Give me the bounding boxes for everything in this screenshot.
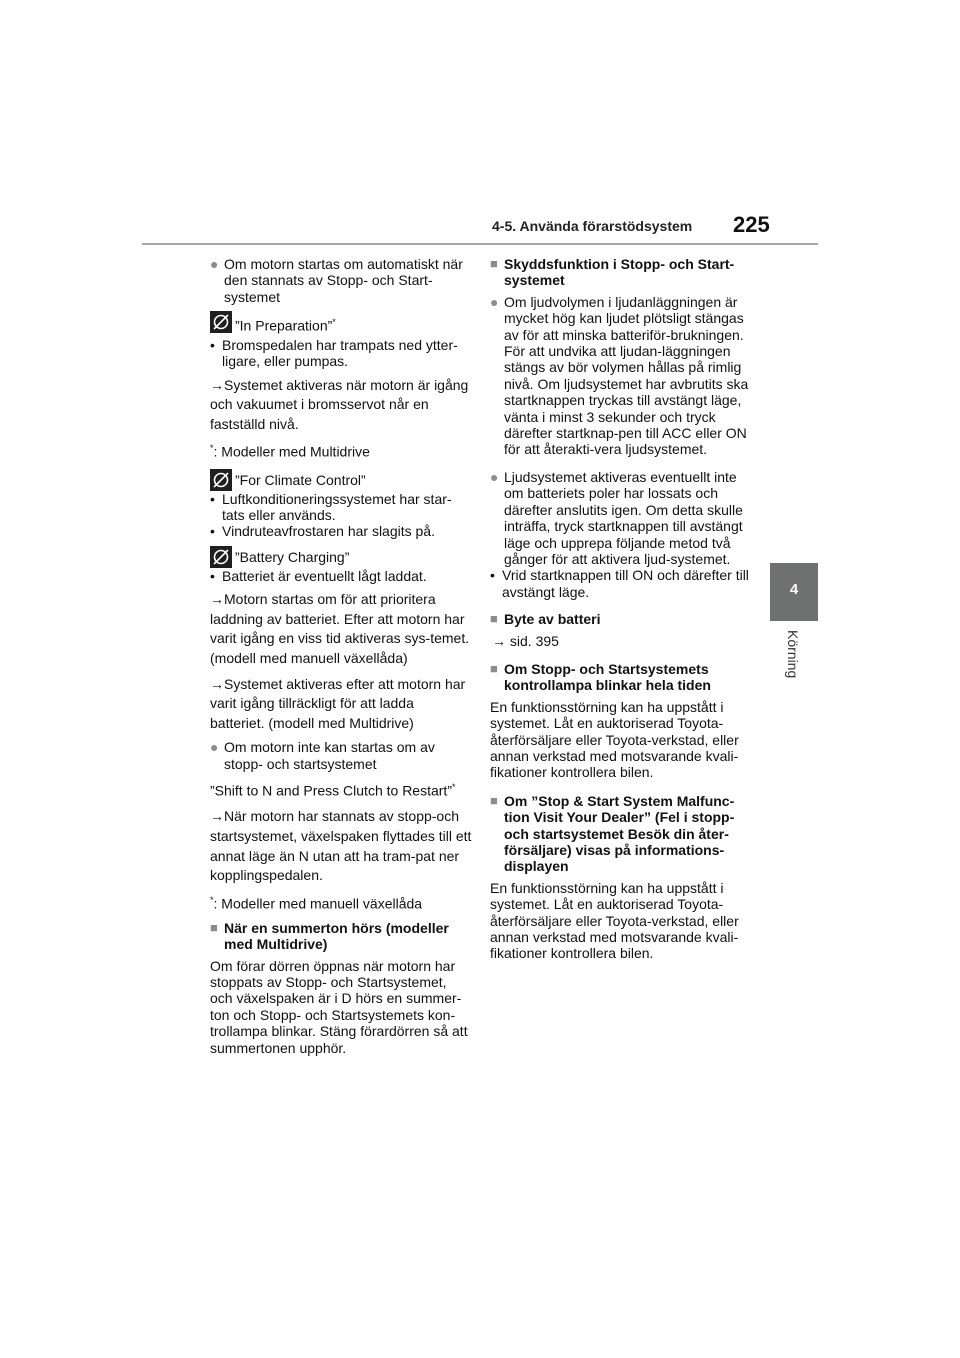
square-bullet-icon: ■	[490, 256, 498, 271]
bullet-dot: •	[210, 490, 215, 507]
indicator-section-heading	[490, 661, 752, 694]
bullet-dot: •	[210, 523, 215, 540]
footnote-text: : Modeller med Multidrive	[213, 444, 370, 461]
section-heading: Om ”Stop & Start System Malfunc-tion Visit Your Dealer” (Fel i stopp-och startsystemet Besök din åter-försäljare) visas på informations-displayen	[504, 792, 735, 875]
chapter-number: 4	[789, 581, 799, 598]
list-item-text: Vrid startknappen till ON och därefter till avstängt läge.	[502, 567, 749, 600]
malfunction-section-heading	[490, 793, 752, 875]
header-divider	[142, 243, 818, 245]
paragraph: Ljudsystemet aktiveras eventuellt inte om batteriets poler har lossats och därefter anslutits igen. Om detta skulle inträffa, tryck startknappen till avstängt läge och upprepa följande metod två gånger för att aktivera ljud-systemet.	[504, 468, 743, 567]
paragraph: Om ljudvolymen i ljudanläggningen är mycket hög kan ljudet plötsligt stängas av för att minska batteriför-brukningen. För att undvika att ljudan-läggningen stängs av bör volymen hållas på rimlig nivå. Om ljudsystemet har avbrutits ska startknappen tryckas till avstängt läge, vänta i minst 3 sekunder och tryck därefter startknap-pen till ACC eller ON för att återakti-vera ljudsystemet.	[504, 293, 749, 458]
restart-fail-title: Om motorn inte kan startas om av stopp- och startsystemet	[224, 739, 435, 772]
section-heading: När en summerton hörs (modeller med Multidrive)	[224, 919, 449, 953]
circle-bullet-icon: ●	[210, 739, 219, 756]
circle-bullet-icon: ●	[490, 293, 499, 310]
chapter-label: Körning	[785, 630, 801, 679]
footnote	[210, 440, 472, 460]
page-number: 225	[733, 212, 770, 237]
buzzer-section-heading	[210, 920, 472, 953]
circle-bullet-icon: ●	[490, 468, 499, 485]
message-climate-control	[210, 469, 472, 491]
restart-info	[210, 256, 472, 305]
list-item	[210, 568, 472, 584]
page-reference-link[interactable]: → sid. 395	[492, 632, 559, 649]
section-body: En funktionsstörning kan ha uppstått i systemet. Låt en auktoriserad Toyota-återförsäljare eller Toyota-verkstad, eller annan verkstad med motsvarande kvali-fikationer kontrollera bilen.	[490, 879, 739, 962]
left-column	[210, 256, 472, 1062]
list-item	[210, 523, 472, 539]
footnote-text: : Modeller med manuell växellåda	[213, 895, 423, 912]
list-item-text: Luftkonditioneringssystemet har star-tats eller används.	[222, 490, 452, 523]
protection-item	[490, 469, 752, 567]
section-body: Om förar dörren öppnas när motorn har stoppats av Stopp- och Startsystemet, och växelspaken är i D hörs en summer-ton och Stopp- och Startsystemets kon-trollampa blinkar. Stäng förardörren så att summertonen upphör.	[210, 957, 468, 1056]
list-item-text: Batteriet är eventuellt lågt laddat.	[222, 567, 427, 584]
list-item	[210, 491, 472, 524]
footnote	[210, 892, 472, 912]
message-label: ”Shift to N and Press Clutch to Restart”	[210, 782, 452, 799]
result-text: →Motorn startas om för att prioritera laddning av batteriet. Efter att motorn har varit igång en viss tid aktiveras sys-temet. (modell med manuell växellåda)	[210, 591, 470, 666]
restart-fail-info	[210, 739, 472, 772]
square-bullet-icon: ■	[490, 611, 498, 627]
result-text: →Systemet aktiveras när motorn är igång och vakuumet i bromsservot når en fastställd nivå.	[210, 376, 469, 432]
message-label: ”Battery Charging”	[235, 548, 350, 565]
square-bullet-icon: ■	[490, 792, 498, 808]
footnote-mark: *	[210, 443, 214, 454]
list-item	[210, 337, 472, 370]
circle-bullet-icon: ●	[210, 256, 219, 272]
protection-item	[490, 294, 752, 458]
list-item-text: Bromspedalen har trampats ned ytter-ligare, eller pumpas.	[222, 336, 458, 370]
footnote-mark: *	[332, 317, 336, 328]
result-text: →När motorn har stannats av stopp-och startsystemet, växelspaken flyttades till ett annat läge än N utan att ha tram-pat ner kopplingspedalen.	[210, 808, 472, 884]
bullet-dot: •	[210, 336, 215, 353]
stop-start-indicator-icon	[210, 469, 232, 491]
stop-start-indicator-icon	[210, 546, 232, 568]
message-shift-to-n	[210, 778, 472, 801]
section-heading: Byte av batteri	[504, 611, 601, 628]
section-title: 4-5. Använda förarstödsystem	[492, 218, 693, 234]
restart-title: Om motorn startas om automatiskt när den stannats av Stopp- och Start-systemet	[224, 256, 463, 305]
bullet-dot: •	[210, 567, 215, 584]
stop-start-indicator-icon	[210, 311, 232, 333]
message-label: ”In Preparation”	[235, 317, 333, 334]
bullet-dot: •	[490, 567, 495, 584]
battery-section-heading	[490, 611, 752, 627]
section-heading: Skyddsfunktion i Stopp- och Start-systemet	[504, 256, 735, 289]
square-bullet-icon: ■	[490, 660, 498, 676]
section-heading: Om Stopp- och Startsystemets kontrollampa blinkar hela tiden	[504, 660, 711, 694]
right-column	[490, 256, 752, 968]
list-item-text: Vindruteavfrostaren har slagits på.	[222, 523, 435, 540]
protection-section-heading	[490, 256, 752, 289]
square-bullet-icon: ■	[210, 919, 218, 935]
list-item	[490, 567, 752, 600]
footnote-mark: *	[451, 782, 456, 793]
message-in-preparation	[210, 311, 472, 337]
footnote-mark: *	[210, 894, 214, 905]
message-battery-charging	[210, 546, 472, 568]
result-text: →Systemet aktiveras efter att motorn har varit igång tillräckligt för att ladda batteriet. (modell med Multidrive)	[210, 675, 466, 731]
section-body: En funktionsstörning kan ha uppstått i systemet. Låt en auktoriserad Toyota-återförsäljare eller Toyota-verkstad, eller annan verkstad med motsvarande kvali-fikationer kontrollera bilen.	[490, 698, 739, 781]
message-label: ”For Climate Control”	[235, 471, 366, 488]
